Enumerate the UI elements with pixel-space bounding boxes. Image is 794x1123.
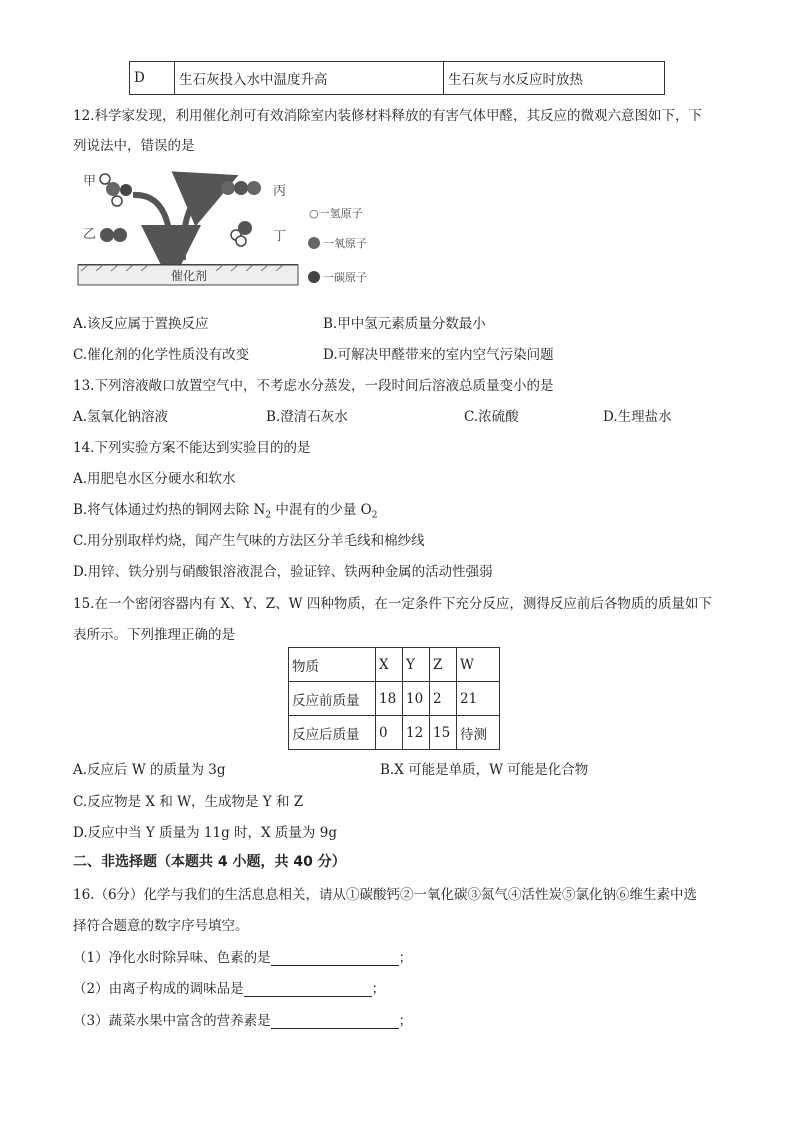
q16-stem-line1: 16.（6分）化学与我们的生活息息相关，请从①碳酸钙②一氧化碳③氮气④活性炭⑤氯化钠⑥维生素中选 xyxy=(73,887,698,903)
q12-option-b: B.甲中氢元素质量分数最小 xyxy=(323,316,486,332)
table-cell: 待测 xyxy=(457,716,500,750)
header-cell: Y xyxy=(403,648,430,682)
label-bing: 丙 xyxy=(273,184,287,199)
molecule-jia xyxy=(100,174,132,206)
header-cell: 物质 xyxy=(289,648,376,682)
q14-option-c: C.用分别取样灼烧，闻产生气味的方法区分羊毛线和棉纱线 xyxy=(73,533,425,549)
arrow-in xyxy=(133,195,171,255)
q15-option-a: A.反应后 W 的质量为 3g xyxy=(73,762,226,778)
row-explanation: 生石灰与水反应时放热 xyxy=(444,62,665,95)
q12-stem-line2: 列说法中，错误的是 xyxy=(73,138,195,154)
q12-option-c: C.催化剂的化学性质没有改变 xyxy=(73,347,250,363)
molecule-ding xyxy=(231,221,252,246)
table-cell: 0 xyxy=(376,716,403,750)
section2-heading: 二、非选择题（本题共 4 小题，共 40 分） xyxy=(73,854,346,870)
svg-text:一碳原子: 一碳原子 xyxy=(323,271,367,284)
answer-blank[interactable] xyxy=(271,951,399,966)
label-jia: 甲 xyxy=(83,174,97,189)
table-row xyxy=(289,716,500,750)
molecule-yi xyxy=(100,228,127,242)
table-cell: 15 xyxy=(430,716,457,750)
q13-option-a: A.氢氧化钠溶液 xyxy=(73,409,169,425)
label-ding: 丁 xyxy=(273,229,287,244)
q14-option-a: A.用肥皂水区分硬水和软水 xyxy=(73,471,236,487)
header-cell: W xyxy=(457,648,500,682)
header-cell: Z xyxy=(430,648,457,682)
mass-table xyxy=(288,647,500,750)
table-cell: 反应后质量 xyxy=(289,716,376,750)
q13-option-c: C.浓硫酸 xyxy=(464,409,519,425)
catalyst-label: 催化剂 xyxy=(171,269,208,283)
q16-stem-line2: 择符合题意的数字序号填空。 xyxy=(73,918,249,934)
q13-option-b: B.澄清石灰水 xyxy=(266,409,348,425)
legend-oxygen xyxy=(308,236,367,250)
legend-carbon xyxy=(308,270,367,284)
table-cell: 10 xyxy=(403,682,430,716)
top-table xyxy=(129,61,665,95)
answer-blank[interactable] xyxy=(244,982,372,997)
table-header-row xyxy=(289,648,500,682)
table-row xyxy=(130,62,665,95)
molecule-bing xyxy=(221,181,261,195)
q16-sub2: （2）由离子构成的调味品是 ； xyxy=(73,981,386,997)
catalyst-bar xyxy=(78,265,298,285)
q15-stem-line1: 15.在一个密闭容器内有 X、Y、Z、W 四种物质，在一定条件下充分反应，测得反应前后各物质的质量如下 xyxy=(73,596,712,612)
reaction-diagram xyxy=(73,165,383,295)
svg-text:一氧原子: 一氧原子 xyxy=(323,237,367,250)
table-row xyxy=(289,682,500,716)
q16-sub3: （3）蔬菜水果中富含的营养素是 ； xyxy=(73,1013,413,1029)
q15-stem-line2: 表所示。下列推理正确的是 xyxy=(73,627,235,643)
q15-option-b: B.X 可能是单质，W 可能是化合物 xyxy=(380,762,589,778)
header-cell: X xyxy=(376,648,403,682)
table-cell: 18 xyxy=(376,682,403,716)
q14-option-d: D.用锌、铁分别与硝酸银溶液混合，验证锌、铁两种金属的活动性强弱 xyxy=(73,564,493,580)
q14-option-b: B.将气体通过灼热的铜网去除 $N_2$ 中混有的少量 $O_2$ xyxy=(73,502,378,521)
table-cell: 21 xyxy=(457,682,500,716)
answer-blank[interactable] xyxy=(271,1014,399,1029)
table-cell: 反应前质量 xyxy=(289,682,376,716)
row-phenomenon: 生石灰投入水中温度升高 xyxy=(175,62,444,95)
q13-option-d: D.生理盐水 xyxy=(603,409,672,425)
label-yi: 乙 xyxy=(83,227,97,242)
arrow-out xyxy=(183,187,211,260)
q12-option-a: A.该反应属于置换反应 xyxy=(73,316,209,332)
row-letter: D xyxy=(130,62,175,95)
q16-sub1: （1）净化水时除异味、色素的是 ； xyxy=(73,950,413,966)
table-cell: 12 xyxy=(403,716,430,750)
q15-option-c: C.反应物是 X 和 W，生成物是 Y 和 Z xyxy=(73,794,304,810)
legend-hydrogen: ○一氢原子 xyxy=(309,207,363,220)
q12-option-d: D.可解决甲醛带来的室内空气污染问题 xyxy=(323,347,554,363)
q12-stem-line1: 12.科学家发现，利用催化剂可有效消除室内装修材料释放的有害气体甲醛，其反应的微观六意图如下，下 xyxy=(73,108,702,124)
q14-stem: 14.下列实验方案不能达到实验目的的是 xyxy=(73,440,311,456)
q15-option-d: D.反应中当 Y 质量为 11g 时，X 质量为 9g xyxy=(73,825,337,841)
q13-stem: 13.下列溶液敞口放置空气中，不考虑水分蒸发，一段时间后溶液总质量变小的是 xyxy=(73,378,554,394)
table-cell: 2 xyxy=(430,682,457,716)
